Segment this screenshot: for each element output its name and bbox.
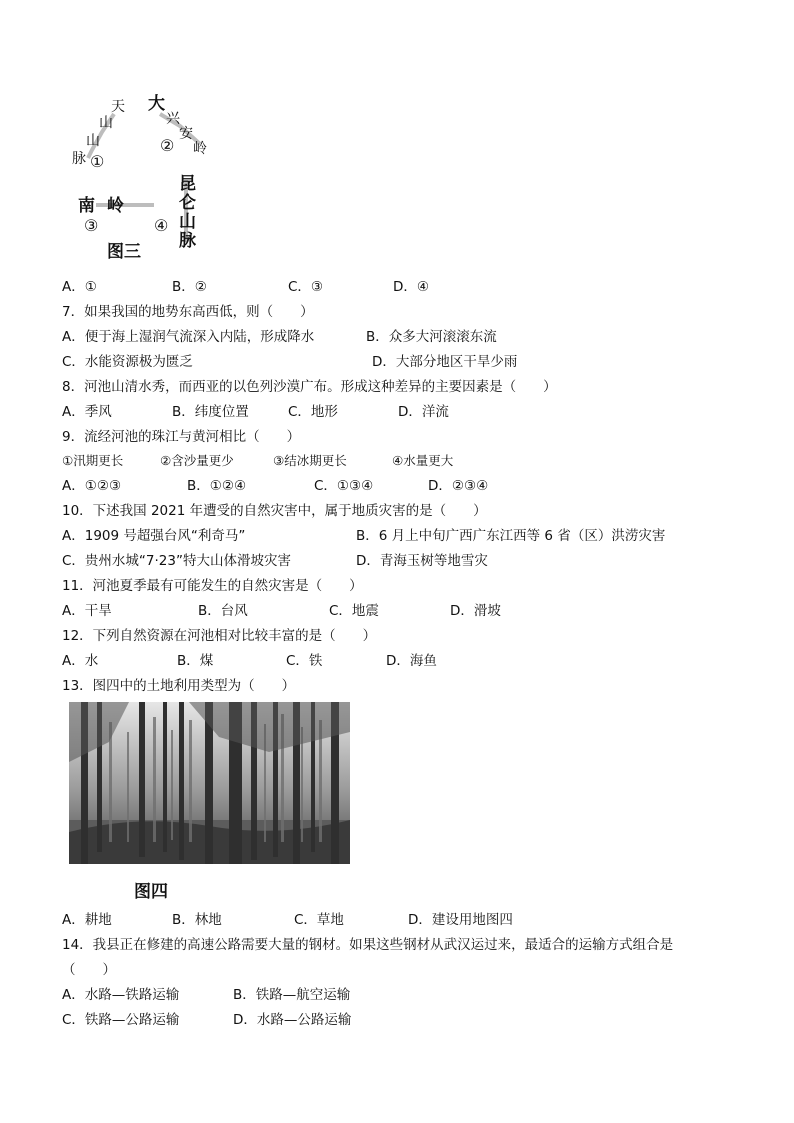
q9-option-d: D．②③④ (428, 478, 489, 494)
q14-option-a: A．水路—铁路运输 (62, 987, 180, 1003)
forest-photo (69, 702, 350, 864)
q14-option-b: B．铁路—航空运输 (233, 987, 351, 1003)
map-label-shan: 山 (99, 115, 113, 131)
q14-option-c: C．铁路—公路运输 (62, 1012, 180, 1028)
q12-option-c: C．铁 (286, 653, 323, 669)
q10-option-b: B．6 月上中旬广西广东江西等 6 省（区）洪涝灾害 (356, 528, 666, 544)
map-marker-4: ④ (154, 216, 169, 235)
map-label-shan-3: 山 (179, 212, 196, 232)
map-label-tian: 天 (111, 99, 125, 115)
map-label-mai: 脉 (72, 151, 86, 167)
map-label-mai-2: 脉 (179, 231, 196, 251)
q10-option-c: C．贵州水城“7·23”特大山体滑坡灾害 (62, 553, 291, 569)
q11-option-c: C．地震 (329, 603, 379, 619)
q13-option-b: B．林地 (172, 912, 222, 928)
q12-option-a: A．水 (62, 653, 99, 669)
q8-option-d: D．洋流 (398, 404, 449, 420)
q6-option-c: C．③ (288, 279, 324, 295)
q10-option-d: D．青海玉树等地雪灾 (356, 553, 488, 569)
figure-4-caption: 图四 (134, 882, 168, 902)
map-marker-1: ① (90, 152, 105, 171)
map-label-nanling: 南 岭 (78, 196, 124, 216)
q14-stem: 14．我县正在修建的高速公路需要大量的钢材。如果这些钢材从武汉运过来，最适合的运输方式组合是 (62, 937, 674, 953)
q13-option-c: C．草地 (294, 912, 344, 928)
q11-option-a: A．干旱 (62, 603, 112, 619)
map-marker-3: ③ (84, 216, 99, 235)
q8-option-a: A．季风 (62, 404, 112, 420)
q13-option-d: D．建设用地图四 (408, 912, 513, 928)
q9-option-b: B．①②④ (187, 478, 247, 494)
q12-stem: 12．下列自然资源在河池相对比较丰富的是（ ） (62, 628, 377, 644)
figure-3-caption: 图三 (107, 242, 141, 262)
map-label-da: 大 (148, 94, 165, 114)
q6-option-b: B．② (172, 279, 207, 295)
q8-option-c: C．地形 (288, 404, 338, 420)
q6-option-a: A．① (62, 279, 97, 295)
q11-stem: 11．河池夏季最有可能发生的自然灾害是（ ） (62, 578, 363, 594)
q7-stem: 7．如果我国的地势东高西低，则（ ） (62, 304, 314, 320)
q9-option-c: C．①③④ (314, 478, 374, 494)
q9-option-a: A．①②③ (62, 478, 122, 494)
figure-3-mountain-map (62, 92, 232, 267)
q8-stem: 8．河池山清水秀，而西亚的以色列沙漠广布。形成这种差异的主要因素是（ ） (62, 379, 557, 395)
q6-option-d: D．④ (393, 279, 429, 295)
q9-statement-2: ②含沙量更少 (160, 453, 234, 468)
map-label-ling: 岭 (193, 141, 207, 157)
q11-option-d: D．滑坡 (450, 603, 501, 619)
map-marker-2: ② (160, 136, 175, 155)
map-label-lun: 仑 (179, 193, 196, 213)
q9-stem: 9．流经河池的珠江与黄河相比（ ） (62, 429, 301, 445)
q10-option-a: A．1909 号超强台风“利奇马” (62, 528, 246, 544)
q11-option-b: B．台风 (198, 603, 248, 619)
map-label-an: 安 (179, 126, 193, 142)
map-label-shan-2: 山 (86, 133, 100, 149)
q13-option-a: A．耕地 (62, 912, 112, 928)
q14-paren: （ ） (62, 962, 116, 978)
map-label-kun: 昆 (179, 174, 196, 194)
q9-statement-4: ④水量更大 (392, 453, 454, 468)
q7-option-d: D．大部分地区干旱少雨 (372, 354, 518, 370)
q12-option-d: D．海鱼 (386, 653, 437, 669)
q7-option-b: B．众多大河滚滚东流 (366, 329, 497, 345)
map-label-xing: 兴 (166, 111, 180, 127)
q13-stem: 13．图四中的土地利用类型为（ ） (62, 678, 296, 694)
q12-option-b: B．煤 (177, 653, 214, 669)
q10-stem: 10．下述我国 2021 年遭受的自然灾害中，属于地质灾害的是（ ） (62, 503, 487, 519)
q14-option-d: D．水路—公路运输 (233, 1012, 352, 1028)
q8-option-b: B．纬度位置 (172, 404, 249, 420)
mountain-range-lines (62, 92, 232, 267)
q9-statement-1: ①汛期更长 (62, 453, 124, 468)
q7-option-a: A．便于海上湿润气流深入内陆，形成降水 (62, 329, 315, 345)
q9-statement-3: ③结冰期更长 (273, 453, 347, 468)
q7-option-c: C．水能资源极为匮乏 (62, 354, 193, 370)
